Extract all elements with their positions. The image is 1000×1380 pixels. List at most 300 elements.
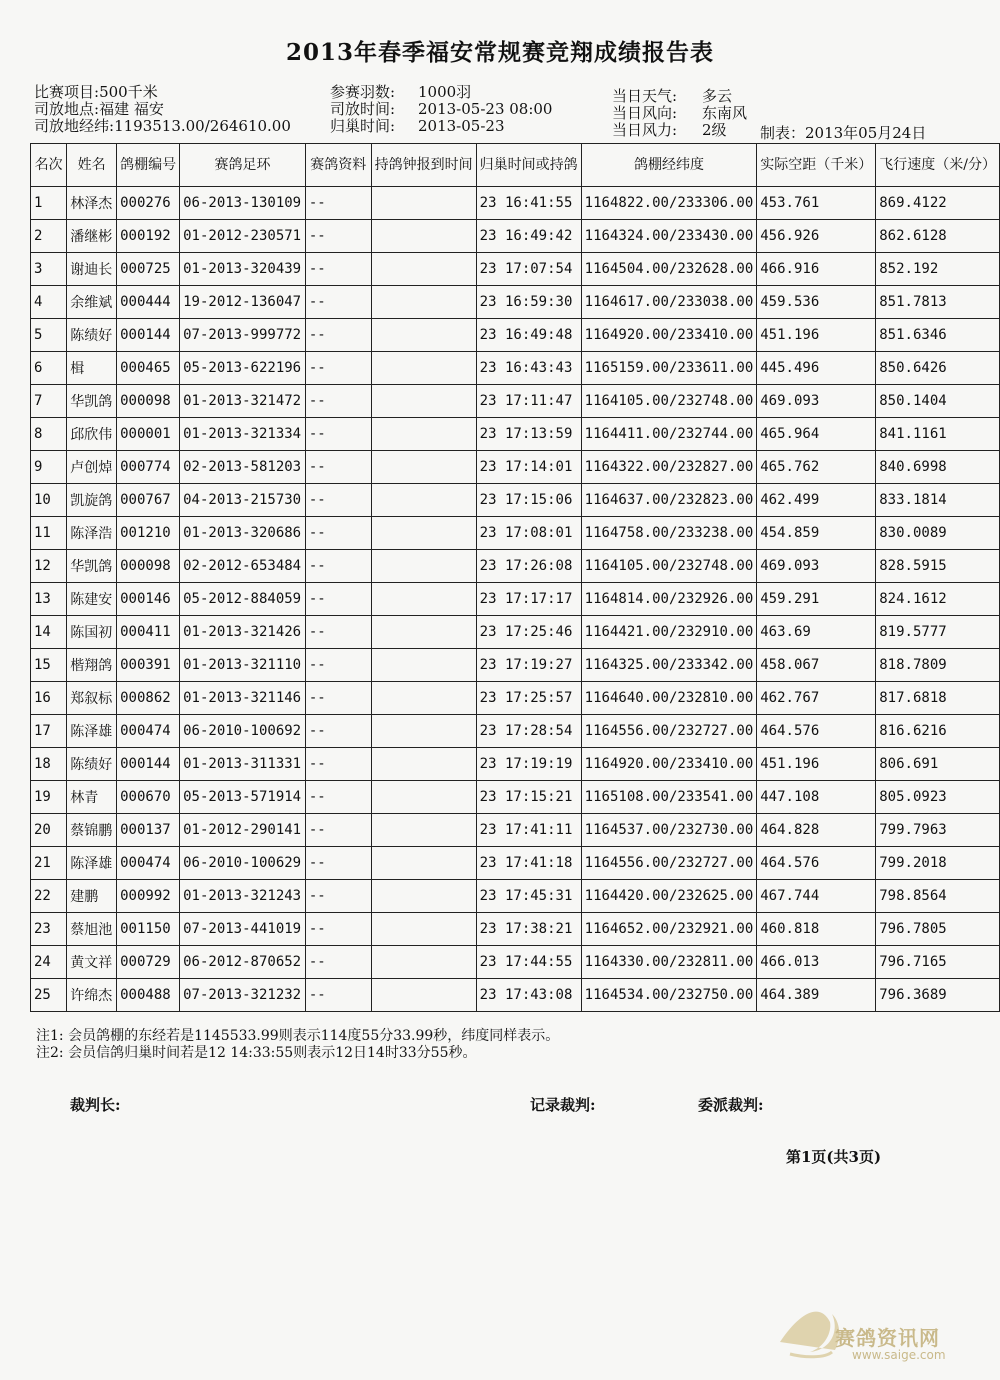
watermark-url: www.saige.com <box>852 1348 946 1362</box>
cell-speed: 819.5777 <box>876 616 1000 649</box>
cell-name: 华凯鸽 <box>67 385 117 418</box>
info-label: 司放地点: <box>34 100 100 118</box>
cell-rank: 23 <box>31 913 67 946</box>
cell-speed: 799.2018 <box>876 847 1000 880</box>
cell-distance: 466.013 <box>757 946 876 979</box>
cell-arrival-time: 23 17:13:59 <box>476 418 581 451</box>
info-value: 2013-05-23 <box>418 117 505 135</box>
cell-arrival-time: 23 17:26:08 <box>476 550 581 583</box>
cell-name: 建鹏 <box>67 880 117 913</box>
cell-pigeon-info: -- <box>305 550 371 583</box>
made-date: 制表：2013年05月24日 <box>760 124 927 142</box>
cell-speed: 852.192 <box>876 253 1000 286</box>
cell-name: 陈绩好 <box>67 748 117 781</box>
cell-arrival-time: 23 16:49:48 <box>476 319 581 352</box>
cell-clock-time <box>371 517 476 550</box>
table-row <box>31 649 1000 682</box>
cell-loft-id: 000098 <box>117 385 180 418</box>
cell-coordinates: 1164556.00/232727.00 <box>581 715 757 748</box>
cell-loft-id: 000488 <box>117 979 180 1012</box>
chief-referee-label: 裁判长: <box>70 1096 121 1114</box>
cell-pigeon-info: -- <box>305 286 371 319</box>
cell-rank: 8 <box>31 418 67 451</box>
cell-name: 陈国初 <box>67 616 117 649</box>
cell-clock-time <box>371 715 476 748</box>
cell-arrival-time: 23 17:41:11 <box>476 814 581 847</box>
cell-coordinates: 1164325.00/233342.00 <box>581 649 757 682</box>
cell-pigeon-info: -- <box>305 946 371 979</box>
cell-coordinates: 1164324.00/233430.00 <box>581 220 757 253</box>
cell-coordinates: 1164105.00/232748.00 <box>581 385 757 418</box>
cell-clock-time <box>371 286 476 319</box>
cell-name: 潘继彬 <box>67 220 117 253</box>
table-row <box>31 187 1000 220</box>
cell-rank: 18 <box>31 748 67 781</box>
table-row <box>31 451 1000 484</box>
cell-arrival-time: 23 17:43:08 <box>476 979 581 1012</box>
cell-distance: 462.767 <box>757 682 876 715</box>
cell-coordinates: 1164640.00/232810.00 <box>581 682 757 715</box>
info-column-1 <box>34 84 291 135</box>
cell-speed: 796.3689 <box>876 979 1000 1012</box>
cell-coordinates: 1164758.00/233238.00 <box>581 517 757 550</box>
cell-ring: 01-2013-321334 <box>180 418 306 451</box>
cell-coordinates: 1164322.00/232827.00 <box>581 451 757 484</box>
cell-clock-time <box>371 451 476 484</box>
cell-loft-id: 000862 <box>117 682 180 715</box>
cell-clock-time <box>371 550 476 583</box>
cell-clock-time <box>371 220 476 253</box>
cell-arrival-time: 23 17:25:57 <box>476 682 581 715</box>
info-label: 当日风力: <box>612 121 678 139</box>
cell-arrival-time: 23 16:43:43 <box>476 352 581 385</box>
cell-name: 陈建安 <box>67 583 117 616</box>
cell-pigeon-info: -- <box>305 814 371 847</box>
cell-arrival-time: 23 16:59:30 <box>476 286 581 319</box>
cell-name: 陈绩好 <box>67 319 117 352</box>
cell-distance: 469.093 <box>757 550 876 583</box>
cell-speed: 796.7165 <box>876 946 1000 979</box>
cell-distance: 445.496 <box>757 352 876 385</box>
cell-loft-id: 000774 <box>117 451 180 484</box>
cell-distance: 460.818 <box>757 913 876 946</box>
table-row <box>31 715 1000 748</box>
cell-distance: 469.093 <box>757 385 876 418</box>
cell-loft-id: 001150 <box>117 913 180 946</box>
cell-name: 余维斌 <box>67 286 117 319</box>
cell-name: 楫 <box>67 352 117 385</box>
cell-name: 楷翔鸽 <box>67 649 117 682</box>
cell-name: 陈泽浩 <box>67 517 117 550</box>
cell-pigeon-info: -- <box>305 517 371 550</box>
cell-clock-time <box>371 385 476 418</box>
header-loft-id: 鸽棚编号 <box>117 144 180 187</box>
cell-clock-time <box>371 583 476 616</box>
cell-pigeon-info: -- <box>305 682 371 715</box>
note-2: 注2: 会员信鸽归巢时间若是12 14:33:55则表示12日14时33分55秒。 <box>36 1045 477 1061</box>
cell-pigeon-info: -- <box>305 649 371 682</box>
cell-name: 陈泽雄 <box>67 847 117 880</box>
cell-name: 蔡旭池 <box>67 913 117 946</box>
cell-arrival-time: 23 17:14:01 <box>476 451 581 484</box>
cell-name: 林泽杰 <box>67 187 117 220</box>
cell-coordinates: 1164421.00/232910.00 <box>581 616 757 649</box>
info-value: 1000羽 <box>418 83 472 101</box>
cell-rank: 17 <box>31 715 67 748</box>
cell-arrival-time: 23 17:19:19 <box>476 748 581 781</box>
table-row <box>31 418 1000 451</box>
cell-rank: 22 <box>31 880 67 913</box>
cell-ring: 01-2013-321110 <box>180 649 306 682</box>
info-label: 归巢时间: <box>330 117 396 135</box>
cell-distance: 465.964 <box>757 418 876 451</box>
cell-clock-time <box>371 781 476 814</box>
header-name: 姓名 <box>67 144 117 187</box>
cell-speed: 828.5915 <box>876 550 1000 583</box>
cell-loft-id: 000725 <box>117 253 180 286</box>
cell-loft-id: 000729 <box>117 946 180 979</box>
cell-loft-id: 000146 <box>117 583 180 616</box>
cell-distance: 463.69 <box>757 616 876 649</box>
cell-name: 许绵杰 <box>67 979 117 1012</box>
cell-loft-id: 000670 <box>117 781 180 814</box>
info-value: 多云 <box>702 87 733 105</box>
cell-clock-time <box>371 913 476 946</box>
cell-coordinates: 1164105.00/232748.00 <box>581 550 757 583</box>
cell-ring: 01-2013-321146 <box>180 682 306 715</box>
cell-rank: 19 <box>31 781 67 814</box>
note-1: 注1: 会员鸽棚的东经若是1145533.99则表示114度55分33.99秒，纬度同样表示。 <box>36 1028 560 1044</box>
cell-distance: 453.761 <box>757 187 876 220</box>
cell-loft-id: 000276 <box>117 187 180 220</box>
cell-name: 凯旋鸽 <box>67 484 117 517</box>
info-value: 福建 福安 <box>99 100 164 118</box>
cell-arrival-time: 23 17:44:55 <box>476 946 581 979</box>
cell-distance: 464.828 <box>757 814 876 847</box>
cell-clock-time <box>371 319 476 352</box>
cell-clock-time <box>371 253 476 286</box>
cell-distance: 466.916 <box>757 253 876 286</box>
cell-rank: 5 <box>31 319 67 352</box>
cell-rank: 3 <box>31 253 67 286</box>
recording-referee-label: 记录裁判: <box>530 1096 596 1114</box>
cell-name: 卢创焯 <box>67 451 117 484</box>
cell-speed: 862.6128 <box>876 220 1000 253</box>
cell-coordinates: 1164504.00/232628.00 <box>581 253 757 286</box>
cell-coordinates: 1164920.00/233410.00 <box>581 748 757 781</box>
cell-rank: 16 <box>31 682 67 715</box>
cell-pigeon-info: -- <box>305 352 371 385</box>
info-label: 当日风向: <box>612 104 678 122</box>
cell-loft-id: 000001 <box>117 418 180 451</box>
cell-coordinates: 1164637.00/232823.00 <box>581 484 757 517</box>
cell-ring: 01-2013-321472 <box>180 385 306 418</box>
cell-rank: 11 <box>31 517 67 550</box>
cell-name: 郑叙标 <box>67 682 117 715</box>
cell-speed: 851.7813 <box>876 286 1000 319</box>
cell-coordinates: 1165108.00/233541.00 <box>581 781 757 814</box>
cell-rank: 15 <box>31 649 67 682</box>
info-label: 司放时间: <box>330 100 396 118</box>
cell-pigeon-info: -- <box>305 880 371 913</box>
cell-clock-time <box>371 847 476 880</box>
cell-arrival-time: 23 17:19:27 <box>476 649 581 682</box>
cell-coordinates: 1164411.00/232744.00 <box>581 418 757 451</box>
cell-ring: 04-2013-215730 <box>180 484 306 517</box>
table-row <box>31 517 1000 550</box>
cell-distance: 451.196 <box>757 748 876 781</box>
table-row <box>31 748 1000 781</box>
cell-arrival-time: 23 17:41:18 <box>476 847 581 880</box>
report-title: 2013年春季福安常规赛竞翔成绩报告表 <box>285 39 714 66</box>
cell-clock-time <box>371 748 476 781</box>
table-row <box>31 682 1000 715</box>
header-distance: 实际空距（千米） <box>757 144 876 187</box>
cell-pigeon-info: -- <box>305 847 371 880</box>
cell-pigeon-info: -- <box>305 583 371 616</box>
cell-speed: 799.7963 <box>876 814 1000 847</box>
info-value: 2013-05-23 08:00 <box>418 100 553 118</box>
cell-ring: 05-2013-622196 <box>180 352 306 385</box>
cell-distance: 454.859 <box>757 517 876 550</box>
cell-speed: 833.1814 <box>876 484 1000 517</box>
cell-ring: 01-2013-320686 <box>180 517 306 550</box>
cell-ring: 06-2012-870652 <box>180 946 306 979</box>
cell-clock-time <box>371 682 476 715</box>
table-row <box>31 319 1000 352</box>
cell-distance: 458.067 <box>757 649 876 682</box>
cell-clock-time <box>371 979 476 1012</box>
cell-speed: 806.691 <box>876 748 1000 781</box>
cell-arrival-time: 23 17:07:54 <box>476 253 581 286</box>
cell-arrival-time: 23 17:08:01 <box>476 517 581 550</box>
cell-speed: 816.6216 <box>876 715 1000 748</box>
header-clock-time: 持鸽钟报到时间 <box>371 144 476 187</box>
cell-speed: 805.0923 <box>876 781 1000 814</box>
info-column-3 <box>612 88 747 139</box>
cell-name: 黄文祥 <box>67 946 117 979</box>
cell-clock-time <box>371 418 476 451</box>
cell-ring: 06-2010-100629 <box>180 847 306 880</box>
cell-ring: 01-2012-230571 <box>180 220 306 253</box>
table-row <box>31 286 1000 319</box>
cell-clock-time <box>371 484 476 517</box>
cell-loft-id: 000137 <box>117 814 180 847</box>
cell-loft-id: 000144 <box>117 748 180 781</box>
cell-speed: 850.6426 <box>876 352 1000 385</box>
cell-distance: 451.196 <box>757 319 876 352</box>
info-value: 东南风 <box>702 104 748 122</box>
cell-loft-id: 000098 <box>117 550 180 583</box>
table-row <box>31 220 1000 253</box>
cell-speed: 824.1612 <box>876 583 1000 616</box>
table-row <box>31 781 1000 814</box>
cell-loft-id: 000192 <box>117 220 180 253</box>
cell-speed: 851.6346 <box>876 319 1000 352</box>
cell-loft-id: 000144 <box>117 319 180 352</box>
info-label: 司放地经纬: <box>34 117 115 135</box>
cell-loft-id: 000992 <box>117 880 180 913</box>
cell-rank: 4 <box>31 286 67 319</box>
cell-loft-id: 000767 <box>117 484 180 517</box>
cell-rank: 14 <box>31 616 67 649</box>
cell-speed: 798.8564 <box>876 880 1000 913</box>
table-row <box>31 550 1000 583</box>
cell-pigeon-info: -- <box>305 979 371 1012</box>
table-row <box>31 880 1000 913</box>
table-row <box>31 979 1000 1012</box>
cell-distance: 459.536 <box>757 286 876 319</box>
header-coordinates: 鸽棚经纬度 <box>581 144 757 187</box>
cell-coordinates: 1164617.00/233038.00 <box>581 286 757 319</box>
cell-pigeon-info: -- <box>305 385 371 418</box>
cell-name: 陈泽雄 <box>67 715 117 748</box>
notes <box>36 1028 559 1062</box>
table-row <box>31 814 1000 847</box>
table-row <box>31 847 1000 880</box>
cell-coordinates: 1164537.00/232730.00 <box>581 814 757 847</box>
cell-distance: 447.108 <box>757 781 876 814</box>
cell-arrival-time: 23 17:17:17 <box>476 583 581 616</box>
cell-ring: 06-2013-130109 <box>180 187 306 220</box>
page-number: 第1页(共3页) <box>786 1148 882 1166</box>
cell-ring: 02-2013-581203 <box>180 451 306 484</box>
cell-coordinates: 1164920.00/233410.00 <box>581 319 757 352</box>
cell-rank: 2 <box>31 220 67 253</box>
cell-loft-id: 001210 <box>117 517 180 550</box>
cell-distance: 459.291 <box>757 583 876 616</box>
table-row <box>31 946 1000 979</box>
table-row <box>31 352 1000 385</box>
cell-speed: 830.0089 <box>876 517 1000 550</box>
info-column-2 <box>330 84 552 135</box>
cell-pigeon-info: -- <box>305 451 371 484</box>
cell-rank: 12 <box>31 550 67 583</box>
cell-rank: 1 <box>31 187 67 220</box>
cell-speed: 841.1161 <box>876 418 1000 451</box>
cell-coordinates: 1164534.00/232750.00 <box>581 979 757 1012</box>
cell-rank: 10 <box>31 484 67 517</box>
cell-loft-id: 000474 <box>117 847 180 880</box>
cell-coordinates: 1164652.00/232921.00 <box>581 913 757 946</box>
cell-pigeon-info: -- <box>305 748 371 781</box>
cell-loft-id: 000474 <box>117 715 180 748</box>
cell-loft-id: 000465 <box>117 352 180 385</box>
cell-coordinates: 1165159.00/233611.00 <box>581 352 757 385</box>
cell-pigeon-info: -- <box>305 220 371 253</box>
cell-pigeon-info: -- <box>305 616 371 649</box>
watermark-text: 赛鸽资讯网 <box>835 1326 940 1350</box>
cell-ring: 01-2013-311331 <box>180 748 306 781</box>
cell-coordinates: 1164814.00/232926.00 <box>581 583 757 616</box>
info-value: 2级 <box>702 121 727 139</box>
table-row <box>31 385 1000 418</box>
table-row <box>31 913 1000 946</box>
info-label: 当日天气: <box>612 87 678 105</box>
cell-distance: 462.499 <box>757 484 876 517</box>
cell-arrival-time: 23 17:11:47 <box>476 385 581 418</box>
cell-pigeon-info: -- <box>305 418 371 451</box>
cell-coordinates: 1164822.00/233306.00 <box>581 187 757 220</box>
cell-pigeon-info: -- <box>305 781 371 814</box>
cell-distance: 467.744 <box>757 880 876 913</box>
cell-name: 华凯鸽 <box>67 550 117 583</box>
table-row <box>31 583 1000 616</box>
cell-ring: 06-2010-100692 <box>180 715 306 748</box>
info-label: 比赛项目: <box>34 83 100 101</box>
cell-arrival-time: 23 17:15:06 <box>476 484 581 517</box>
cell-ring: 07-2013-441019 <box>180 913 306 946</box>
cell-ring: 02-2012-653484 <box>180 550 306 583</box>
cell-arrival-time: 23 17:25:46 <box>476 616 581 649</box>
cell-pigeon-info: -- <box>305 715 371 748</box>
cell-coordinates: 1164420.00/232625.00 <box>581 880 757 913</box>
cell-name: 蔡锦鹏 <box>67 814 117 847</box>
cell-coordinates: 1164330.00/232811.00 <box>581 946 757 979</box>
cell-rank: 7 <box>31 385 67 418</box>
cell-clock-time <box>371 880 476 913</box>
cell-clock-time <box>371 187 476 220</box>
info-value: 1193513.00/264610.00 <box>114 117 291 135</box>
table-row <box>31 616 1000 649</box>
cell-speed: 869.4122 <box>876 187 1000 220</box>
cell-pigeon-info: -- <box>305 484 371 517</box>
results-table <box>30 143 1000 1012</box>
cell-clock-time <box>371 946 476 979</box>
cell-arrival-time: 23 17:15:21 <box>476 781 581 814</box>
table-row <box>31 253 1000 286</box>
cell-name: 林青 <box>67 781 117 814</box>
cell-clock-time <box>371 649 476 682</box>
cell-speed: 818.7809 <box>876 649 1000 682</box>
cell-ring: 19-2012-136047 <box>180 286 306 319</box>
cell-rank: 20 <box>31 814 67 847</box>
cell-rank: 24 <box>31 946 67 979</box>
cell-pigeon-info: -- <box>305 253 371 286</box>
cell-arrival-time: 23 17:38:21 <box>476 913 581 946</box>
cell-arrival-time: 23 17:28:54 <box>476 715 581 748</box>
cell-clock-time <box>371 814 476 847</box>
cell-ring: 07-2013-321232 <box>180 979 306 1012</box>
cell-loft-id: 000411 <box>117 616 180 649</box>
cell-ring: 07-2013-999772 <box>180 319 306 352</box>
cell-ring: 01-2013-321426 <box>180 616 306 649</box>
header-rank: 名次 <box>31 144 67 187</box>
cell-distance: 464.389 <box>757 979 876 1012</box>
cell-loft-id: 000391 <box>117 649 180 682</box>
cell-pigeon-info: -- <box>305 319 371 352</box>
cell-rank: 6 <box>31 352 67 385</box>
table-header-row <box>31 144 1000 187</box>
cell-rank: 9 <box>31 451 67 484</box>
info-value: 500千米 <box>99 83 158 101</box>
cell-arrival-time: 23 16:41:55 <box>476 187 581 220</box>
cell-distance: 465.762 <box>757 451 876 484</box>
header-speed: 飞行速度（米/分） <box>876 144 1000 187</box>
header-ring: 赛鸽足环 <box>180 144 306 187</box>
cell-ring: 01-2013-320439 <box>180 253 306 286</box>
cell-distance: 464.576 <box>757 715 876 748</box>
cell-speed: 796.7805 <box>876 913 1000 946</box>
cell-arrival-time: 23 17:45:31 <box>476 880 581 913</box>
cell-name: 邱欣伟 <box>67 418 117 451</box>
info-label: 参赛羽数: <box>330 83 396 101</box>
cell-rank: 25 <box>31 979 67 1012</box>
cell-distance: 456.926 <box>757 220 876 253</box>
cell-speed: 850.1404 <box>876 385 1000 418</box>
cell-name: 谢迪长 <box>67 253 117 286</box>
cell-speed: 840.6998 <box>876 451 1000 484</box>
